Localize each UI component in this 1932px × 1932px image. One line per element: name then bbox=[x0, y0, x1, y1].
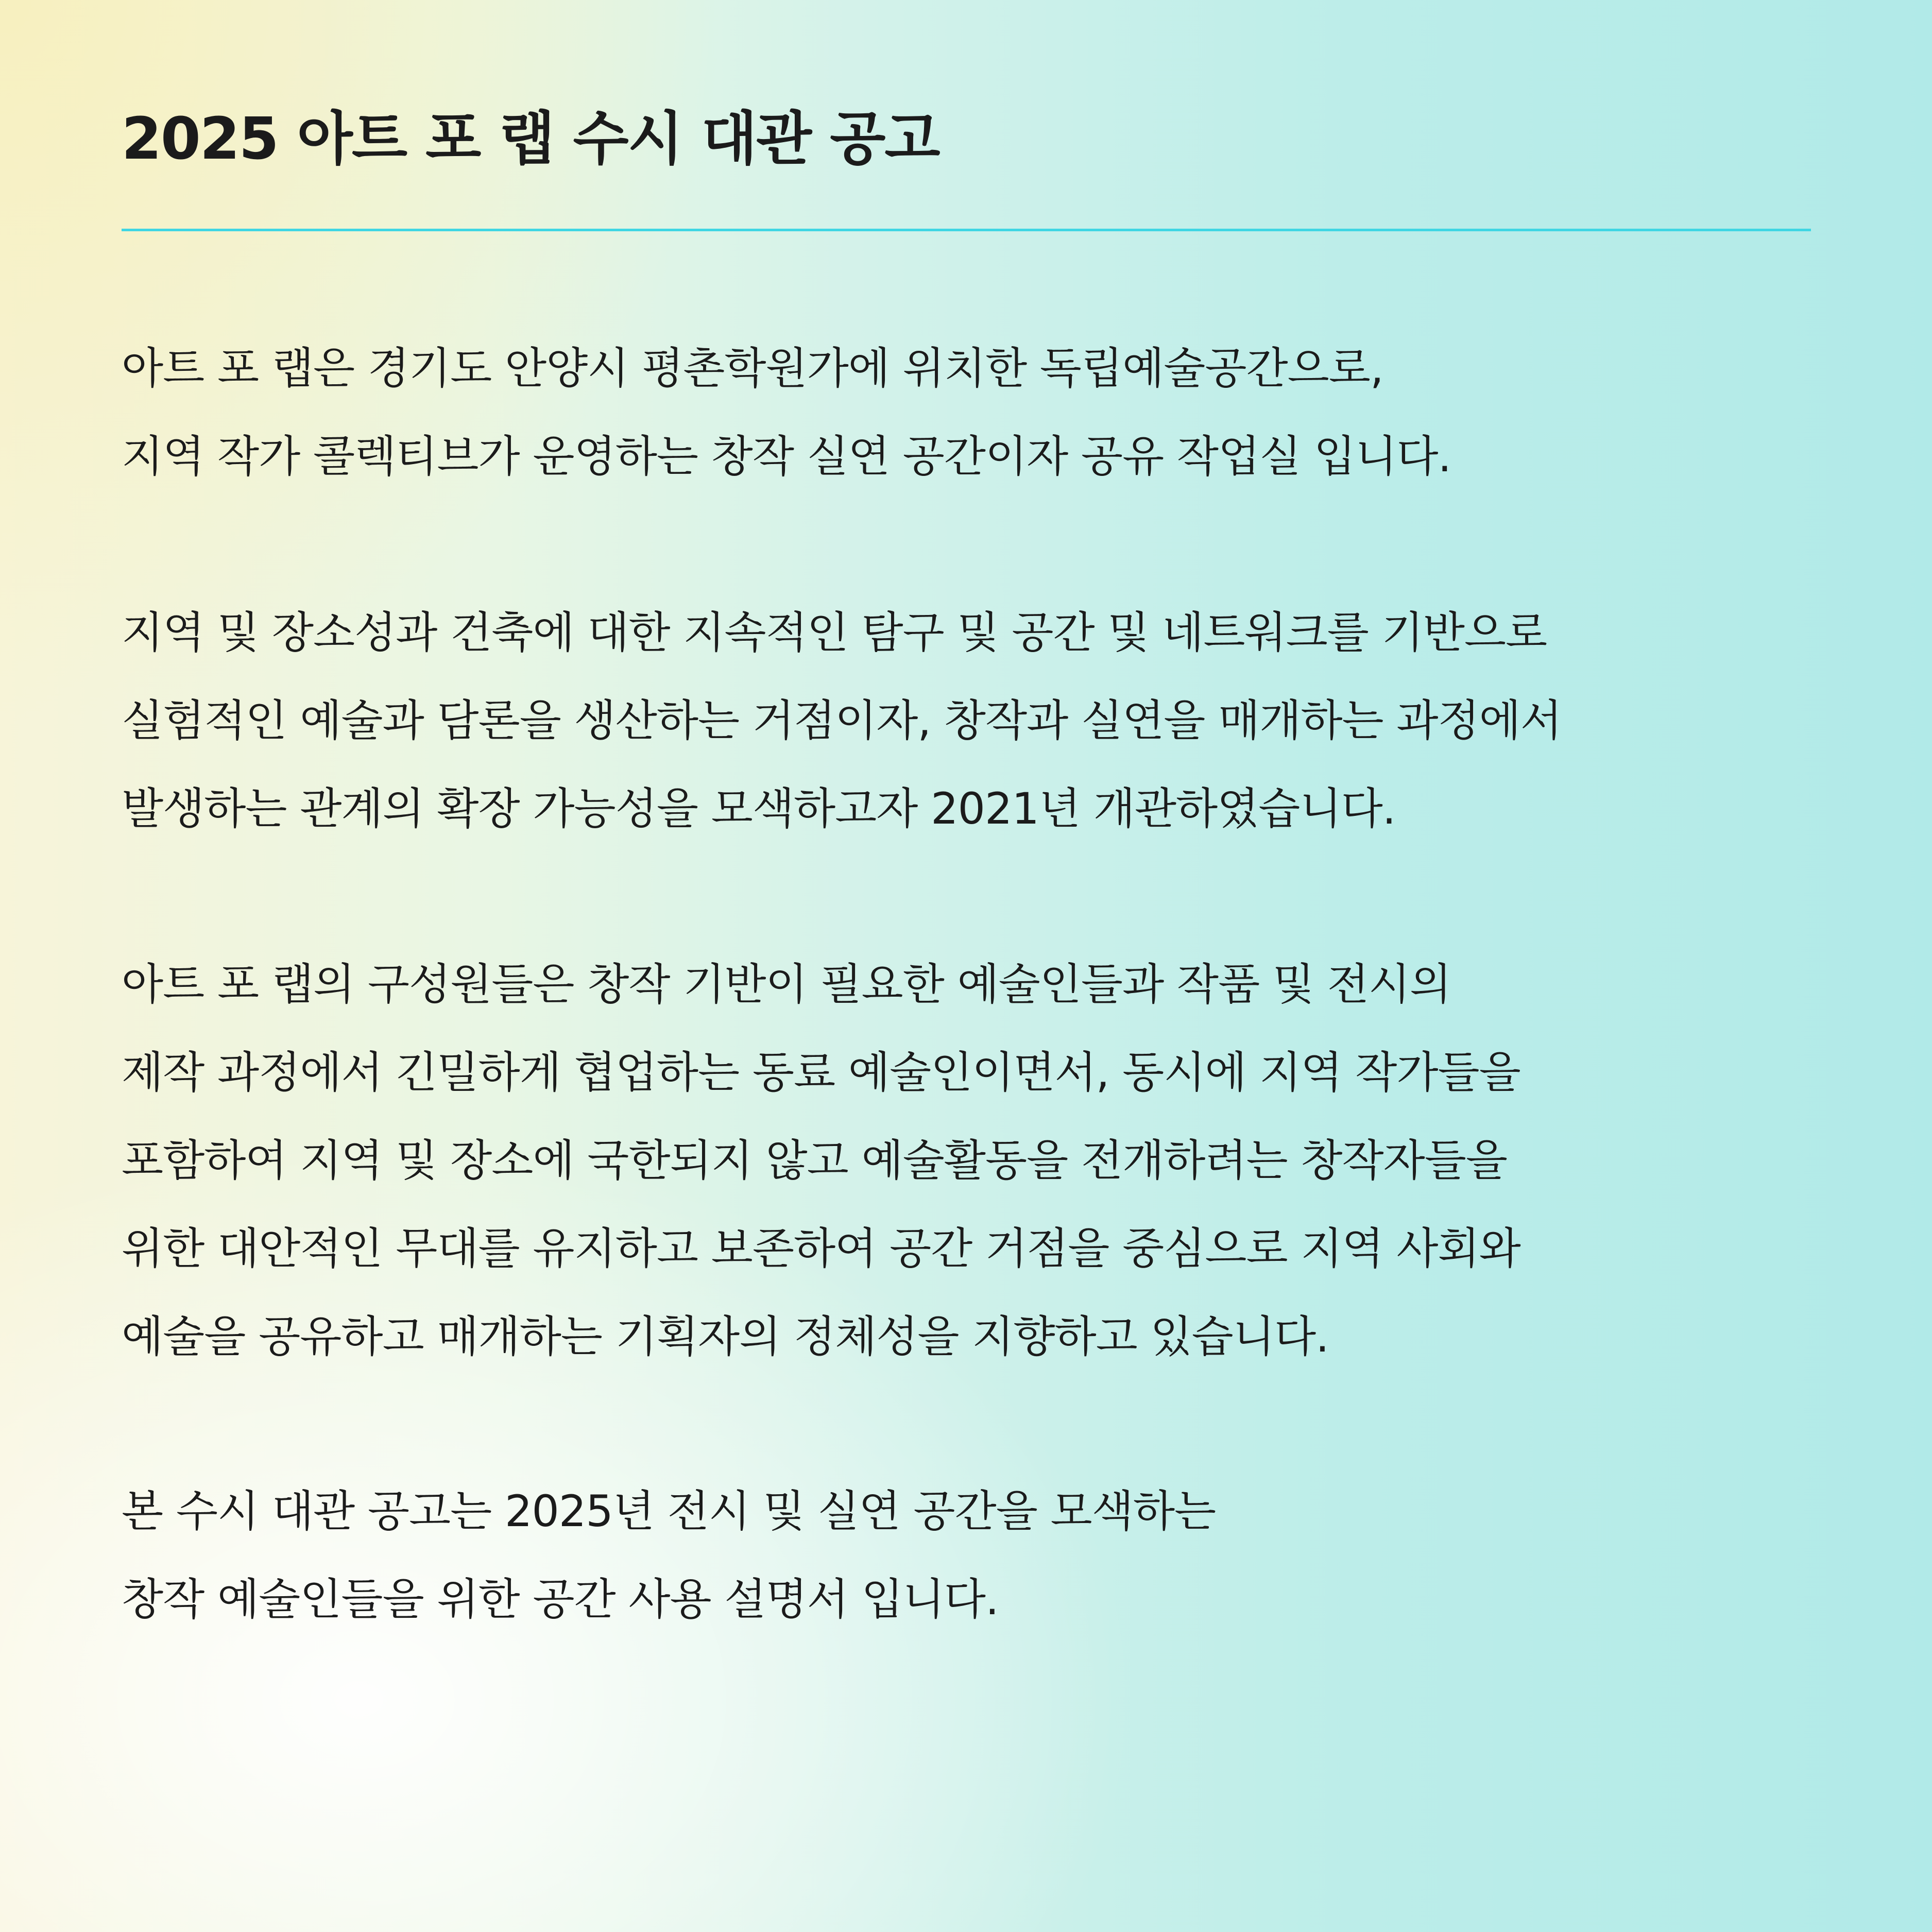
text-line: 제작 과정에서 긴밀하게 협업하는 동료 예술인이면서, 동시에 지역 작가들을 bbox=[122, 1047, 1520, 1098]
paragraph-intro bbox=[122, 324, 1451, 501]
title-divider bbox=[122, 229, 1811, 231]
text-line: 창작 예술인들을 위한 공간 사용 설명서 입니다. bbox=[122, 1574, 999, 1625]
text-line: 아트 포 랩은 경기도 안양시 평촌학원가에 위치한 독립예술공간으로, bbox=[122, 343, 1383, 394]
paragraph-mission bbox=[122, 589, 1562, 853]
text-line: 실험적인 예술과 담론을 생산하는 거점이자, 창작과 실연을 매개하는 과정에서 bbox=[122, 695, 1562, 746]
text-line: 발생하는 관계의 확장 가능성을 모색하고자 2021년 개관하였습니다. bbox=[122, 783, 1396, 834]
text-line: 위한 대안적인 무대를 유지하고 보존하여 공간 거점을 중심으로 지역 사회와 bbox=[122, 1223, 1520, 1274]
page-title: 2025 아트 포 랩 수시 대관 공고 bbox=[122, 106, 939, 173]
paragraph-members bbox=[122, 941, 1520, 1381]
text-line: 지역 작가 콜렉티브가 운영하는 창작 실연 공간이자 공유 작업실 입니다. bbox=[122, 431, 1451, 482]
text-line: 본 수시 대관 공고는 2025년 전시 및 실연 공간을 모색하는 bbox=[122, 1486, 1216, 1536]
text-line: 지역 및 장소성과 건축에 대한 지속적인 탐구 및 공간 및 네트워크를 기반으로 bbox=[122, 607, 1547, 658]
text-line: 예술을 공유하고 매개하는 기획자의 정체성을 지향하고 있습니다. bbox=[122, 1311, 1329, 1362]
text-line: 포함하여 지역 및 장소에 국한되지 않고 예술활동을 전개하려는 창작자들을 bbox=[122, 1135, 1508, 1186]
paragraph-notice bbox=[122, 1467, 1216, 1644]
text-line: 아트 포 랩의 구성원들은 창작 기반이 필요한 예술인들과 작품 및 전시의 bbox=[122, 959, 1451, 1010]
